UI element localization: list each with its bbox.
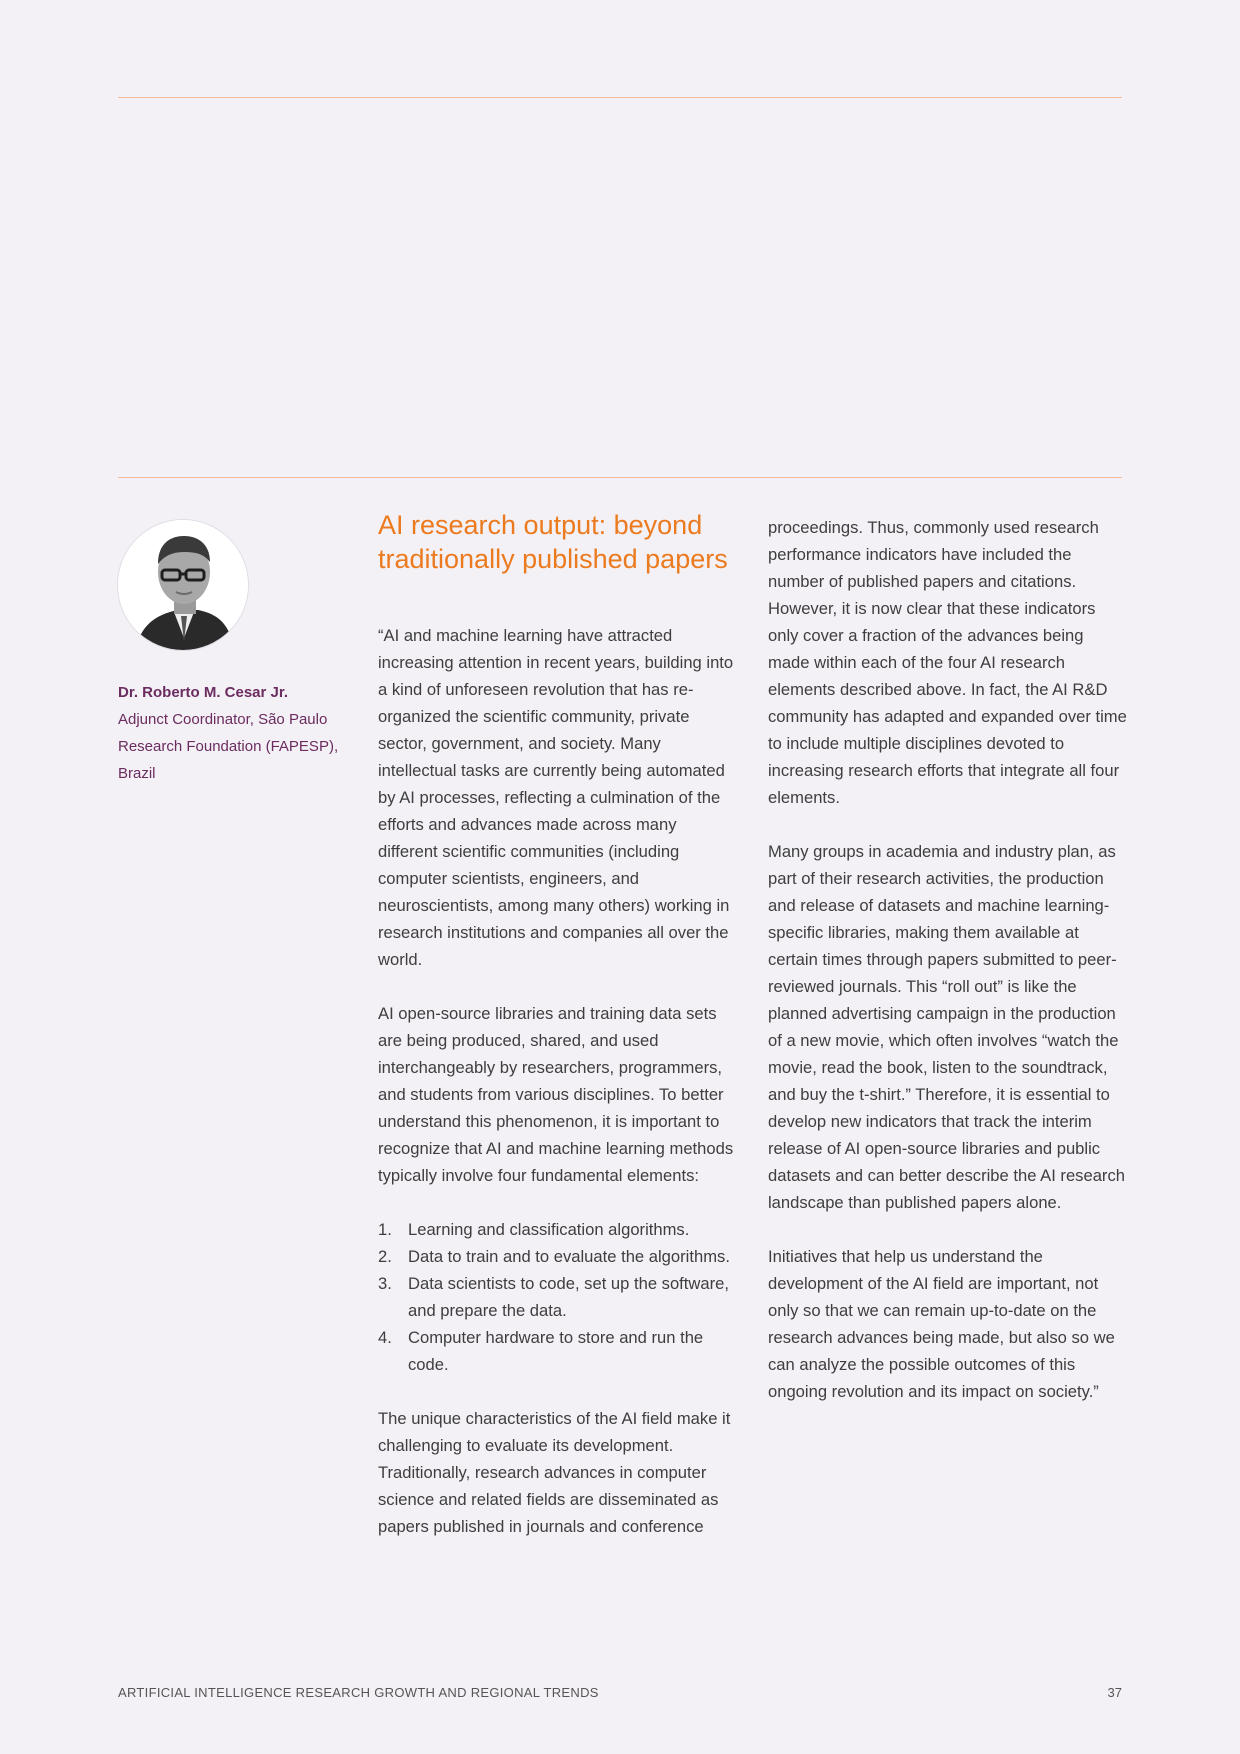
author-name: Dr. Roberto M. Cesar Jr. (118, 684, 289, 701)
article-title: AI research output: beyond traditionally published papers (378, 510, 728, 574)
list-number: 2. (378, 1247, 392, 1266)
list-item (378, 1216, 740, 1243)
list-number: 4. (378, 1328, 392, 1347)
list-text: Learning and classification algorithms. (408, 1220, 690, 1239)
body-paragraph: The unique characteristics of the AI field make it challenging to evaluate its development. Traditionally, research advances in computer science and related fields are disseminated as papers published in journals and conference (378, 1409, 731, 1536)
list-text: Data scientists to code, set up the software, and prepare the data. (408, 1274, 729, 1320)
list-item (378, 1270, 740, 1324)
body-paragraph: AI open-source libraries and training data sets are being produced, shared, and used interchangeably by researchers, programmers, and students from various disciplines. To better understand this phenomenon, it is important to recognize that AI and machine learning methods typically involve four fundamental elements: (378, 1004, 734, 1185)
page-number: 37 (1107, 1685, 1122, 1700)
text-column-left (378, 622, 740, 1567)
author-block (118, 679, 348, 787)
list-item (378, 1324, 740, 1378)
body-paragraph: Initiatives that help us understand the development of the AI field are important, not only so that we can remain up-to-date on the research advances being made, but also so we can analyze the possible outcomes of this ongoing revolution and its impact on society.” (768, 1247, 1115, 1401)
section-rule (118, 477, 1122, 478)
author-role-line: Brazil (118, 765, 156, 782)
list-number: 1. (378, 1220, 392, 1239)
list-text: Computer hardware to store and run the code. (408, 1328, 704, 1374)
text-column-right (768, 514, 1128, 1432)
author-portrait-image (118, 520, 248, 650)
elements-list (378, 1216, 740, 1378)
body-paragraph: Many groups in academia and industry plan, as part of their research activities, the production and release of datasets and machine learning-specific libraries, making them available at certain times through papers submitted to peer-reviewed journals. This “roll out” is like the planned advertising campaign in the production of a new movie, which often involves “watch the movie, read the book, listen to the soundtrack, and buy the t-shirt.” Therefore, it is essential to develop new indicators that track the interim release of AI open-source libraries and public datasets and can better describe the AI research landscape than published papers alone. (768, 842, 1125, 1212)
list-number: 3. (378, 1274, 392, 1293)
top-rule (118, 97, 1122, 98)
author-role-line: Research Foundation (FAPESP), (118, 738, 339, 755)
body-paragraph: “AI and machine learning have attracted increasing attention in recent years, building into a kind of unforeseen revolution that has re-organized the scientific community, private sector, government, and society. Many intellectual tasks are currently being automated by AI processes, reflecting a culmination of the efforts and advances made across many different scientific communities (including computer scientists, engineers, and neuroscientists, among many others) working in research institutions and companies all over the world. (378, 626, 734, 969)
running-footer-title: ARTIFICIAL INTELLIGENCE RESEARCH GROWTH AND REGIONAL TRENDS (118, 1685, 599, 1700)
list-text: Data to train and to evaluate the algorithms. (408, 1247, 730, 1266)
body-paragraph: proceedings. Thus, commonly used research performance indicators have included the number of published papers and citations. However, it is now clear that these indicators only cover a fraction of the advances being made within each of the four AI research elements described above. In fact, the AI R&D community has adapted and expanded over time to include multiple disciplines devoted to increasing research efforts that integrate all four elements. (768, 518, 1127, 807)
author-role-line: Adjunct Coordinator, São Paulo (118, 711, 328, 728)
author-photo (118, 520, 248, 650)
list-item (378, 1243, 740, 1270)
